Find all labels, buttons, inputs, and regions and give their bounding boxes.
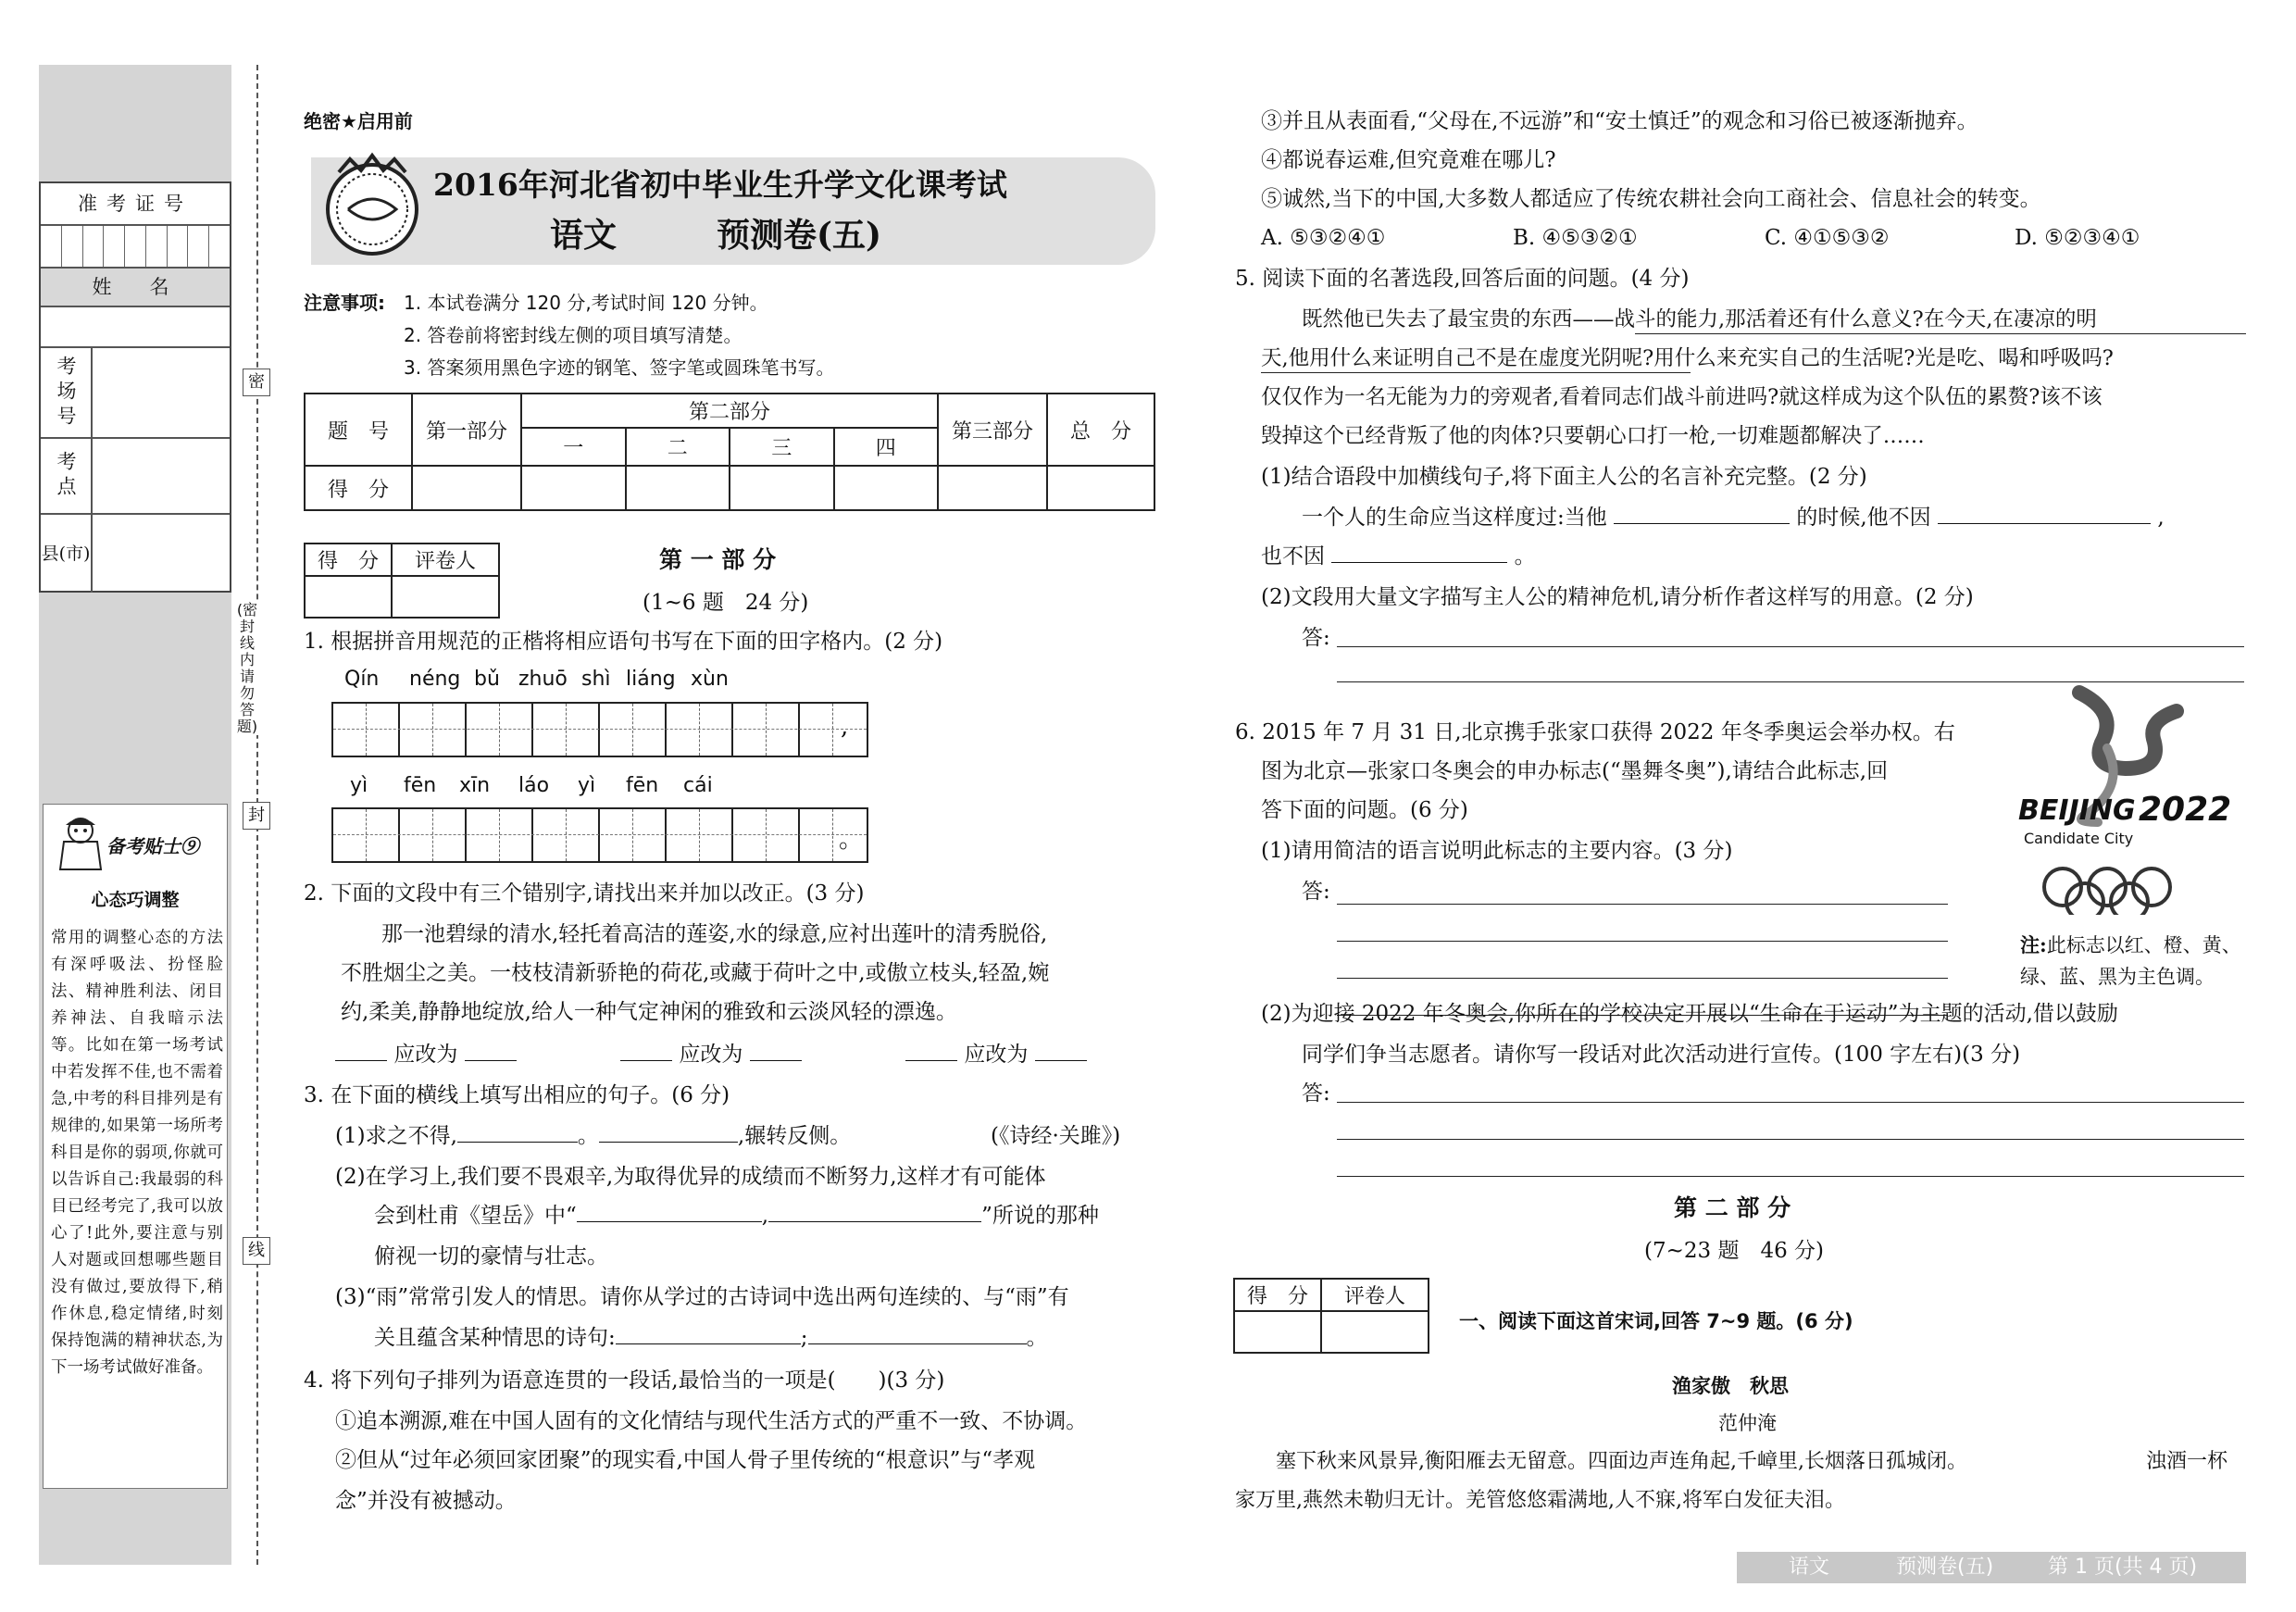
q5-blank[interactable]	[1938, 505, 2151, 524]
grader-label: 评卷人	[392, 544, 499, 576]
exam-site-field[interactable]	[41, 439, 230, 515]
name-field[interactable]	[41, 307, 230, 348]
logo-year-text: 2022	[2139, 791, 2232, 829]
seal-char-xian: 线	[243, 1237, 270, 1265]
q3-source: (《诗经·关雎》)	[991, 1124, 1121, 1148]
pinyin: xùn	[691, 668, 729, 691]
q4-option-b[interactable]: B. ④⑤③②①	[1513, 226, 1638, 250]
q5-text: 5. 阅读下面的名著选段,回答后面的问题。(4 分)	[1235, 267, 1690, 291]
q3-text: 3. 在下面的横线上填写出相应的句子。(6 分)	[304, 1083, 730, 1107]
q3-b2b: ,	[761, 1204, 769, 1228]
q6-sub2-answer-line[interactable]	[1337, 1102, 2244, 1103]
q5-answer-line[interactable]	[1337, 646, 2244, 647]
poem-line-1b: 浊酒一杯	[2146, 1450, 2228, 1473]
exam-room-label: 考场号	[41, 348, 93, 437]
q5-passage-1	[1302, 306, 2097, 333]
score-th-part3: 第三部分	[938, 394, 1047, 466]
q4-sentence-2a: ②但从“过年必须回家团聚”的现实看,中国人骨子里传统的“根意识”与“孝观	[335, 1448, 1036, 1472]
q5-q1b: 的时候,他不因	[1796, 506, 1931, 530]
footer-page: 第 1 页(共 4 页)	[2048, 1556, 2198, 1579]
score-th-sub-4: 四	[834, 428, 939, 466]
q5-q1d: 也不因	[1261, 544, 1325, 569]
grader-score-cell[interactable]	[305, 576, 392, 618]
q6-answer-line[interactable]	[1337, 941, 1948, 942]
q2-fix-label: 应改为	[393, 1043, 458, 1067]
score-cell[interactable]	[1047, 466, 1154, 510]
q2-text: 2. 下面的文段中有三个错别字,请找出来并加以改正。(3 分)	[304, 881, 865, 906]
grader-box-part2	[1233, 1278, 1429, 1354]
subject-line: 语文 预测卷(五)	[550, 216, 882, 255]
q5-passage-4: 毁掉这个已经背叛了他的肉体?只要朝心口打一枪,一切难题都解决了……	[1261, 424, 1925, 448]
q5-answer-line[interactable]	[1337, 681, 2244, 682]
q3-part2-line2	[374, 1202, 1099, 1230]
q5-q1c: ,	[2157, 506, 2165, 530]
pinyin: Qín	[344, 668, 380, 691]
q4-option-a[interactable]: A. ⑤③②④①	[1261, 226, 1386, 250]
page-footer	[1737, 1552, 2246, 1583]
q6-line-1: 6. 2015 年 7 月 31 日,北京携手张家口获得 2022 年冬季奥运会举办权。右	[1235, 720, 1955, 744]
score-th-part2: 第二部分	[521, 394, 938, 428]
pinyin: cái	[683, 774, 713, 797]
q4-sentence-2b: 念”并没有被撼动。	[335, 1489, 517, 1513]
q2-fix-3[interactable]	[905, 1041, 1087, 1068]
poem-line-2: 家万里,燕然未勒归无计。羌管悠悠霜满地,人不寐,将军白发征夫泪。	[1235, 1489, 1845, 1512]
seal-note: (密封线内请勿答题)	[236, 601, 258, 735]
pinyin: bǔ	[474, 668, 500, 691]
q5-q1e: 。	[1514, 544, 1536, 569]
q6-sub2-answer-label: 答:	[1302, 1081, 1330, 1106]
note-1: 1. 本试卷满分 120 分,考试时间 120 分钟。	[404, 292, 768, 314]
q4-option-c[interactable]: C. ④①⑤③②	[1765, 226, 1890, 250]
logo-note-text1: 此标志以红、橙、黄、	[2046, 934, 2241, 956]
q6-answer-line[interactable]	[1337, 904, 1948, 905]
note-3: 3. 答案须用黑色字迹的钢笔、签字笔或圆珠笔书写。	[404, 356, 835, 379]
seal-char-mi: 密	[243, 369, 270, 396]
q3-c2c: 。	[1026, 1326, 1048, 1350]
section1-heading: 一、阅读下面这首宋词,回答 7~9 题。(6 分)	[1459, 1310, 1853, 1332]
q2-fix-label: 应改为	[679, 1043, 743, 1067]
q5-passage-2: 天,他用什么来证明自己不是在虚度光阴呢?用什么来充实自己的生活呢?光是吃、喝和呼吸吗?	[1261, 346, 2114, 370]
q5-sub1-fill	[1302, 504, 2165, 531]
exam-id-cells[interactable]	[41, 226, 230, 269]
writing-grid-2[interactable]	[331, 807, 868, 863]
q3-b2c: ”所说的那种	[981, 1204, 1099, 1228]
q5-answer-label: 答:	[1302, 626, 1330, 650]
grader-score-cell[interactable]	[1234, 1311, 1321, 1353]
part1-title: 第 一 部 分	[659, 546, 777, 573]
q3-a1c: ,辗转反侧。	[737, 1124, 852, 1148]
q6-sub2-line1: (2)为迎接 2022 年冬奥会,你所在的学校决定开展以“生命在于运动”为主题的活动,借以鼓励	[1261, 1002, 2118, 1026]
q3-b2a: 会到杜甫《望岳》中“	[374, 1204, 577, 1228]
score-cell[interactable]	[412, 466, 521, 510]
score-th-sub-2: 二	[626, 428, 730, 466]
seal-char-feng: 封	[243, 802, 270, 830]
q3-part3-line1: (3)“雨”常常引发人的情思。请你从学过的古诗词中选出两句连续的、与“雨”有	[335, 1285, 1069, 1309]
name-label: 姓 名	[41, 269, 230, 307]
q5-sub1-fill2	[1261, 543, 1536, 570]
grader-score-label: 得 分	[1234, 1279, 1321, 1311]
score-th-sub-1: 一	[521, 428, 626, 466]
q2-passage-2: 不胜烟尘之美。一枝枝清新骄艳的荷花,或藏于荷叶之中,或傲立枝头,轻盈,婉	[341, 961, 1050, 985]
score-th-sub-3: 三	[730, 428, 834, 466]
olympic-bid-logo	[2015, 683, 2246, 915]
q3-part1	[335, 1122, 851, 1150]
q6-line-2: 图为北京—张家口冬奥会的申办标志(“墨舞冬奥”),请结合此标志,回	[1261, 759, 1889, 783]
grid-punct-period: 。	[839, 826, 864, 854]
q3-blank[interactable]	[599, 1123, 738, 1143]
q2-fix-label: 应改为	[964, 1043, 1029, 1067]
q6-sub1: (1)请用简洁的语言说明此标志的主要内容。(3 分)	[1261, 839, 1733, 863]
q6-line-3: 答下面的问题。(6 分)	[1261, 798, 1468, 822]
q6-answer-line[interactable]	[1337, 978, 1948, 979]
part2-title: 第 二 部 分	[1674, 1194, 1791, 1221]
footer-subject: 语文	[1789, 1556, 1830, 1579]
q5-underline-2	[1261, 372, 1691, 373]
poem-title: 渔家傲 秋思	[1672, 1375, 1789, 1397]
confidential-mark: 绝密★启用前	[304, 110, 413, 132]
note-2: 2. 答卷前将密封线左侧的项目填写清楚。	[404, 324, 742, 346]
score-cell[interactable]	[730, 466, 834, 510]
score-cell[interactable]	[834, 466, 939, 510]
score-cell[interactable]	[938, 466, 1047, 510]
score-table	[304, 393, 1155, 511]
tip-text: 常用的调整心态的方法有深呼吸法、扮怪脸法、精神胜利法、闭目养神法、自我暗示法等。比如在第一场考试中若发挥不佳,也不需着急,中考的科目排列是有规律的,如果第一场所考科目是你的弱项,你就可以告诉自己:我最弱的科目已经考完了,我可以放心了!此外,要注意与别人对题或回想哪些题目没有做过,要放得下,稍作休息,稳定情绪,时刻保持饱满的精神状态,为下一场考试做好准备。	[51, 929, 223, 1377]
pinyin: yì	[350, 774, 368, 797]
q4-sentence-5: ⑤诚然,当下的中国,大多数人都适应了传统农耕社会向工商社会、信息社会的转变。	[1261, 187, 2041, 211]
score-th-total: 总 分	[1047, 394, 1154, 466]
q4-sentence-3: ③并且从表面看,“父母在,不远游”和“安土慎迁”的观念和习俗已被逐渐抛弃。	[1261, 109, 1978, 133]
q4-text: 4. 将下列句子排列为语意连贯的一段话,最恰当的一项是( )(3 分)	[304, 1368, 945, 1393]
exam-id-label: 准考证号	[41, 183, 230, 226]
county-field[interactable]	[41, 515, 230, 593]
tip-title: 心态巧调整	[91, 890, 180, 910]
grid-punct-comma: ,	[841, 713, 849, 741]
q3-c2b: ;	[800, 1326, 808, 1350]
q5-sub1: (1)结合语段中加横线句子,将下面主人公的名言补充完整。(2 分)	[1261, 465, 1867, 489]
score-cell[interactable]	[626, 466, 730, 510]
part1-range: (1~6 题 24 分)	[643, 591, 809, 615]
q2-fix-1[interactable]	[335, 1041, 517, 1068]
poem-line-1: 塞下秋来风景异,衡阳雁去无留意。四面边声连角起,千嶂里,长烟落日孤城闭。	[1276, 1450, 1967, 1473]
q5-passage-3: 仅仅作为一名无能为力的旁观者,看着同志们战斗前进吗?就这样成为这个队伍的累赘?该不该	[1261, 385, 2103, 409]
poem-author: 范仲淹	[1718, 1412, 1777, 1434]
q3-blank[interactable]	[457, 1123, 578, 1143]
q1-text: 1. 根据拼音用规范的正楷将相应语句书写在下面的田字格内。(2 分)	[304, 630, 943, 654]
part2-range: (7~23 题 46 分)	[1644, 1239, 1825, 1263]
q3-blank[interactable]	[768, 1203, 981, 1222]
grader-label: 评卷人	[1321, 1279, 1429, 1311]
pinyin: fēn	[626, 774, 659, 797]
q3-a1: (1)求之不得,	[335, 1124, 457, 1148]
q3-part2-line1: (2)在学习上,我们要不畏艰辛,为取得优异的成绩而不断努力,这样才有可能体	[335, 1165, 1046, 1189]
mascot-icon	[53, 814, 108, 875]
grader-name-cell[interactable]	[392, 576, 499, 618]
q3-a1b: 。	[577, 1124, 599, 1148]
score-th-part1: 第一部分	[412, 394, 521, 466]
candidate-info-box	[39, 181, 231, 593]
q3-blank[interactable]	[808, 1325, 1027, 1344]
q6-sub2-line2: 同学们争当志愿者。请你写一段话对此次活动进行宣传。(100 字左右)(3 分)	[1302, 1043, 2021, 1067]
pinyin: liáng	[626, 668, 676, 691]
grader-score-label: 得 分	[305, 544, 392, 576]
grader-box-part1	[304, 543, 500, 619]
exam-room-field[interactable]	[41, 348, 230, 439]
q6-sub2-answer-line[interactable]	[1337, 1176, 2244, 1177]
q5-sub2: (2)文段用大量文字描写主人公的精神危机,请分析作者这样写的用意。(2 分)	[1261, 585, 1974, 609]
q2-passage-1: 那一池碧绿的清水,轻托着高洁的莲姿,水的绿意,应衬出莲叶的清秀脱俗,	[381, 922, 1048, 946]
q6-sub2-answer-line[interactable]	[1337, 1139, 2244, 1140]
q5-q1a: 一个人的生命应当这样度过:当他	[1302, 506, 1607, 530]
writing-grid-1[interactable]	[331, 702, 868, 757]
q6-sub1-answer-label: 答:	[1302, 880, 1330, 904]
logo-note-1	[2020, 931, 2241, 959]
logo-note-label: 注:	[2020, 933, 2047, 956]
publisher-seal-icon	[320, 152, 424, 267]
q3-c2: 关且蕴含某种情思的诗句:	[374, 1326, 616, 1350]
q4-sentence-4: ④都说春运难,但究竟难在哪儿?	[1261, 148, 1556, 172]
q3-part3-line2	[374, 1324, 1048, 1352]
exam-title: 2016年河北省初中毕业生升学文化课考试	[433, 167, 1007, 203]
q5-blank[interactable]	[1331, 544, 1507, 563]
logo-note-2: 绿、蓝、黑为主色调。	[2020, 966, 2215, 988]
pinyin: yì	[578, 774, 596, 797]
pinyin: xīn	[459, 774, 491, 797]
pinyin: láo	[518, 774, 550, 797]
q3-blank[interactable]	[616, 1325, 801, 1344]
pinyin: néng	[409, 668, 461, 691]
q4-sentence-1: ①追本溯源,难在中国人固有的文化情结与现代生活方式的严重不一致、不协调。	[335, 1409, 1088, 1433]
tip-badge: 备考贴士⑨	[106, 831, 222, 862]
q2-fix-2[interactable]	[620, 1041, 802, 1068]
logo-city-text: BEIJING	[2018, 794, 2136, 827]
q5-p1: 既然他已失去了最宝贵的东西——战斗的能力,那活着还有什么意义?在今天,在凄凉的明	[1302, 307, 2097, 331]
q4-option-d[interactable]: D. ⑤②③④①	[2015, 226, 2140, 250]
score-cell[interactable]	[521, 466, 626, 510]
grader-name-cell[interactable]	[1321, 1311, 1429, 1353]
pinyin: fēn	[404, 774, 437, 797]
score-row-label: 得 分	[305, 466, 412, 510]
logo-subtitle: Candidate City	[2024, 830, 2134, 847]
score-th-number: 题 号	[305, 394, 412, 466]
pinyin: zhuō	[518, 668, 568, 691]
exam-site-label: 考点	[41, 439, 93, 513]
q3-blank[interactable]	[577, 1203, 762, 1222]
county-label: 县(市)	[41, 515, 93, 593]
q3-part2-line3: 俯视一切的豪情与壮志。	[374, 1244, 608, 1268]
footer-paper: 预测卷(五)	[1896, 1556, 1994, 1579]
notes-label: 注意事项:	[304, 292, 385, 314]
tip-box	[43, 804, 228, 1489]
q2-passage-3: 约,柔美,静静地绽放,给人一种气定神闲的雅致和云淡风轻的漂逸。	[341, 1000, 957, 1024]
q5-underline-1	[1635, 333, 2246, 334]
q5-blank[interactable]	[1614, 505, 1790, 524]
pinyin: shì	[581, 668, 611, 691]
